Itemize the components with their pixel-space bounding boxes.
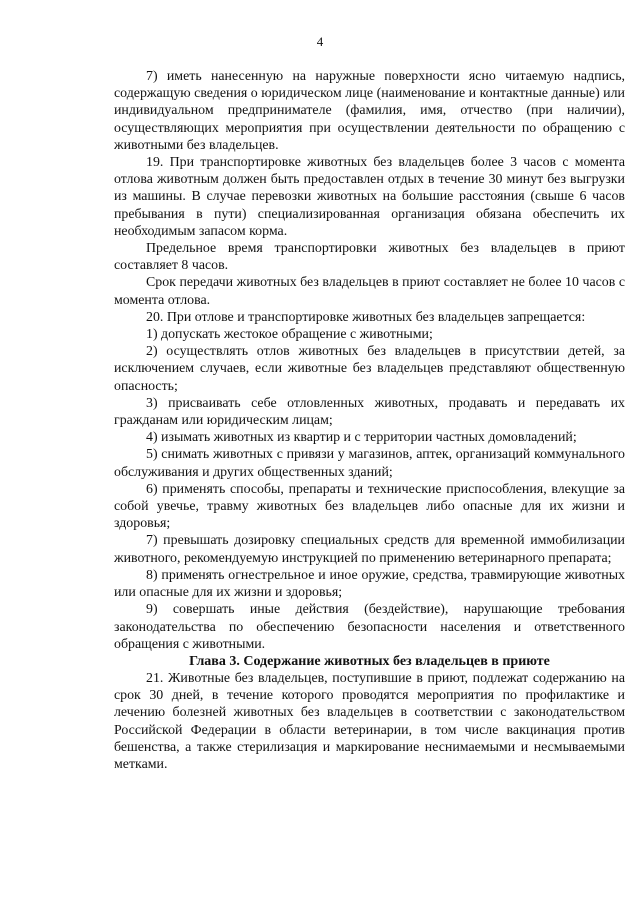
paragraph: 5) снимать животных с привязи у магазинов, аптек, организаций коммунального обслуживания и других общественных зданий;: [114, 447, 625, 480]
document-body: [114, 68, 625, 773]
paragraph: 7) превышать дозировку специальных средств для временной иммобилизации животного, рекомендуемую инструкцией по применению ветеринарного препарата;: [114, 533, 625, 566]
paragraph: 19. При транспортировке животных без владельцев более 3 часов с момента отлова животным должен быть предоставлен отдых в течение 30 минут без выгрузки из машины. В случае перевозки животных на большие расстояния (свыше 6 часов пребывания в пути) специализированная организация обязана обеспечить их необходимым запасом корма.: [114, 155, 625, 239]
paragraph: 7) иметь нанесенную на наружные поверхности ясно читаемую надпись, содержащую сведения о юридическом лице (наименование и контактные данные) или индивидуальном предпринимателе (фамилия, имя, отчество (при наличии), осуществляющих мероприятия при осуществлении деятельности по обращению с животными без владельцев.: [114, 69, 625, 153]
chapter-heading: Глава 3. Содержание животных без владельцев в приюте: [189, 653, 550, 669]
paragraph: 3) присваивать себе отловленных животных, продавать и передавать их гражданам или юридическим лицам;: [114, 395, 625, 429]
paragraph: 6) применять способы, препараты и технические приспособления, влекущие за собой увечье, травму животных без владельцев либо опасные для их жизни и здоровья;: [114, 481, 625, 532]
paragraph: Предельное время транспортировки животных без владельцев в приют составляет 8 часов.: [114, 241, 625, 274]
paragraph: 8) применять огнестрельное и иное оружие, средства, травмирующие животных или опасные для их жизни и здоровья;: [114, 567, 625, 601]
paragraph: 21. Животные без владельцев, поступившие в приют, подлежат содержанию на срок 30 дней, в течение которого проводятся мероприятия по профилактике и лечению болезней животных без владельцев в соответствии с законодательством Российской Федерации в области ветеринарии, в том числе вакцинация против бешенства, а также стерилизация и маркирование неснимаемыми и несмываемыми метками.: [114, 670, 625, 772]
paragraph: Срок передачи животных без владельцев в приют составляет не более 10 часов с момента отлова.: [114, 275, 625, 308]
paragraph: 9) совершать иные действия (бездействие), нарушающие требования законодательства по обеспечению безопасности населения и ответственного обращения с животными.: [114, 602, 625, 652]
paragraph: 4) изымать животных из квартир и с территории частных домовладений;: [146, 430, 577, 446]
paragraph: 1) допускать жестокое обращение с животными;: [146, 327, 433, 343]
paragraph: 2) осуществлять отлов животных без владельцев в присутствии детей, за исключением случаев, если животные без владельцев представляют общественную опасность;: [114, 344, 625, 394]
page-number: 4: [316, 34, 324, 49]
paragraph: 20. При отлове и транспортировке животных без владельцев запрещается:: [146, 309, 586, 325]
